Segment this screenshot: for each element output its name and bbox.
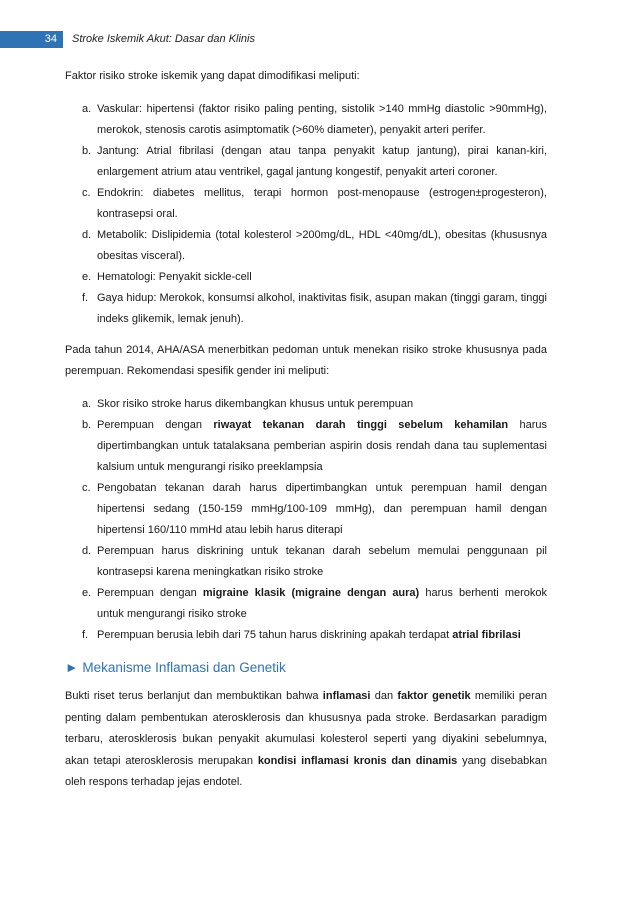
list-marker: f. — [82, 292, 89, 304]
running-title: Stroke Iskemik Akut: Dasar dan Klinis — [72, 33, 255, 45]
list-item-text — [97, 583, 547, 625]
risk-factor-list — [65, 99, 547, 330]
text-run: Perempuan dengan — [97, 587, 203, 599]
list-marker: b. — [82, 145, 92, 157]
bold-phrase: atrial fibrilasi — [452, 629, 521, 641]
guideline-paragraph: Pada tahun 2014, AHA/ASA menerbitkan pedoman untuk menekan risiko stroke khususnya pada perempuan. Rekomendasi spesifik gender ini meliputi: — [65, 344, 547, 377]
section-heading — [65, 658, 547, 678]
page-content — [65, 66, 547, 794]
list-item — [65, 225, 547, 267]
text-run: Perempuan berusia lebih dari 75 tahun harus diskrining apakah terdapat — [97, 629, 453, 641]
list-item-text: Metabolik: Dislipidemia (total kolesterol >200mg/dL, HDL <40mg/dL), obesitas (khususnya obesitas visceral). — [97, 229, 547, 262]
list-item — [65, 478, 547, 541]
list-item — [65, 415, 547, 478]
list-marker: c. — [82, 482, 91, 494]
list-marker: b. — [82, 419, 92, 431]
page-header — [0, 31, 638, 48]
mechanism-paragraph — [65, 686, 547, 794]
bold-phrase: kondisi inflamasi kronis dan dinamis — [257, 754, 458, 767]
list-marker: d. — [82, 229, 92, 241]
list-item-text: Vaskular: hipertensi (faktor risiko paling penting, sistolik >140 mmHg diastolic >90mmHg), merokok, stenosis carotis asimptomatik (>60% diameter), penyakit arteri perifer. — [97, 103, 547, 136]
intro-paragraph: Faktor risiko stroke iskemik yang dapat dimodifikasi meliputi: — [65, 70, 360, 82]
text-run: Bukti riset terus berlanjut dan membuktikan bahwa — [65, 690, 323, 702]
list-marker: a. — [82, 398, 92, 410]
text-run: dan — [370, 690, 398, 702]
bold-phrase: migraine klasik (migraine dengan aura) — [202, 587, 420, 599]
list-marker: f. — [82, 629, 89, 641]
bold-phrase: faktor genetik — [397, 690, 471, 702]
text-run: Perempuan dengan — [97, 419, 214, 431]
bold-phrase: riwayat tekanan darah tinggi sebelum kehamilan — [213, 419, 509, 431]
list-item — [65, 183, 547, 225]
text-run: harus berhenti merokok untuk mengurangi risiko stroke — [97, 587, 548, 620]
list-marker: d. — [82, 545, 92, 557]
section-title: Mekanisme Inflamasi dan Genetik — [82, 660, 286, 675]
list-item — [65, 288, 547, 330]
list-item-text: Hematologi: Penyakit sickle-cell — [97, 271, 252, 283]
bold-phrase: inflamasi — [322, 690, 371, 702]
list-item — [65, 267, 547, 288]
women-recommendation-list — [65, 394, 547, 646]
list-marker: e. — [82, 587, 92, 599]
list-item — [65, 141, 547, 183]
list-marker: a. — [82, 103, 92, 115]
list-item-text: Jantung: Atrial fibrilasi (dengan atau tanpa penyakit katup jantung), pirai kanan-kiri, enlargement atrium atau ventrikel, gagal jantung kongestif, penyakit arteri coroner. — [97, 145, 547, 178]
list-item-text: Endokrin: diabetes mellitus, terapi hormon post-menopause (estrogen±progesteron), kontrasepsi oral. — [97, 187, 547, 220]
list-item — [65, 625, 547, 646]
list-item-text — [97, 625, 547, 646]
list-marker: c. — [82, 187, 91, 199]
list-marker: e. — [82, 271, 92, 283]
text-run: memiliki peran penting dalam pembentukan aterosklerosis dan khususnya pada stroke. Berdasarkan paradigm terbaru, aterosklerosis bukan penyakit akumulasi kolesterol seperti yang diyakini sebelumnya, akan tetapi aterosklerosis merupakan — [65, 690, 547, 767]
list-item — [65, 541, 547, 583]
triangle-arrow-icon: ► — [65, 660, 79, 675]
list-item-text — [97, 415, 547, 478]
text-run: yang disebabkan oleh respons terhadap jejas endotel. — [65, 754, 547, 788]
list-item-text: Pengobatan tekanan darah harus dipertimbangkan untuk perempuan hamil dengan hipertensi sedang (150-159 mmHg/100-109 mmHg), dan perempuan hamil dengan hipertensi 160/110 mmHd atau lebih harus diterapi — [97, 482, 547, 536]
list-item-text: Skor risiko stroke harus dikembangkan khusus untuk perempuan — [97, 398, 414, 410]
text-run: harus dipertimbangkan untuk tatalaksana pemberian aspirin dosis rendah dana tau suplementasi kalsium untuk mengurangi risiko preeklampsia — [97, 419, 547, 473]
list-item — [65, 583, 547, 625]
list-item — [65, 394, 547, 415]
list-item-text: Perempuan harus diskrining untuk tekanan darah sebelum memulai penggunaan pil kontrasepsi karena meningkatkan risiko stroke — [97, 545, 547, 578]
page-number: 34 — [0, 31, 63, 48]
list-item — [65, 99, 547, 141]
list-item-text: Gaya hidup: Merokok, konsumsi alkohol, inaktivitas fisik, asupan makan (tinggi garam, tinggi indeks glikemik, lemak jenuh). — [97, 292, 547, 325]
